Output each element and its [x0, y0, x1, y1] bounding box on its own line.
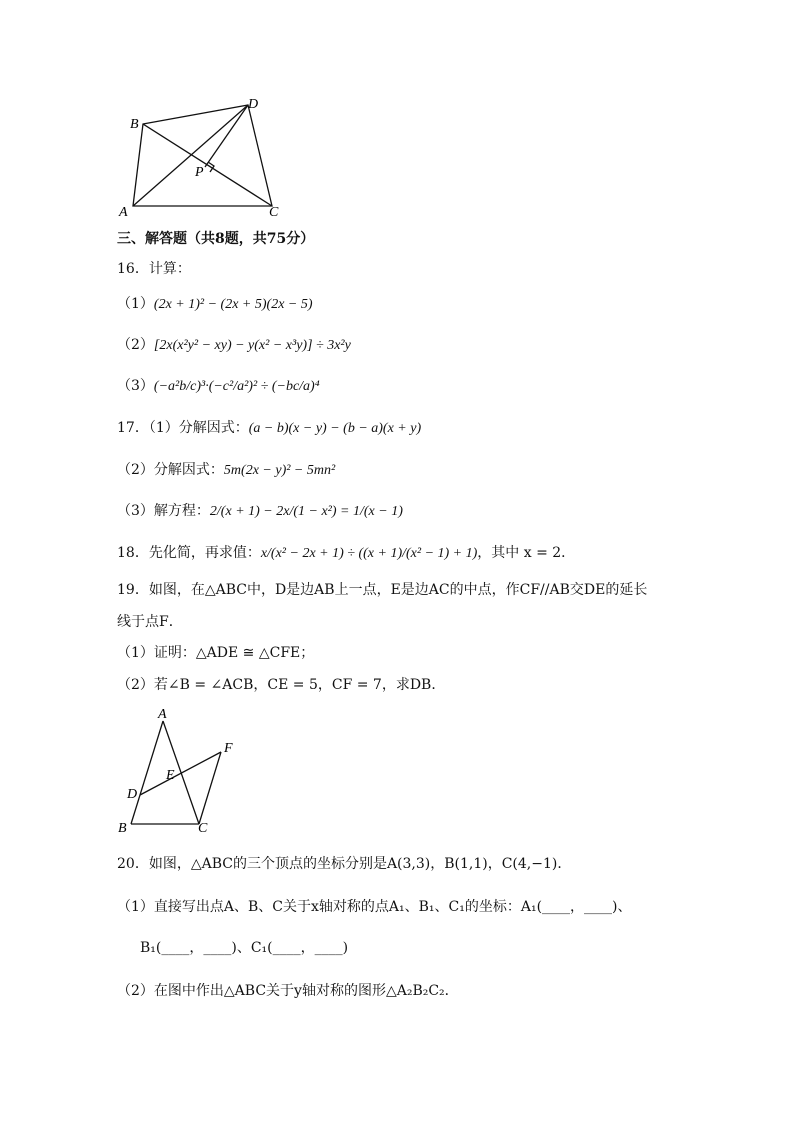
- label-D: D: [248, 97, 259, 112]
- q20-part2: （2）在图中作出△ABC关于y轴对称的图形△A₂B₂C₂．: [117, 983, 459, 999]
- label-B2: B: [118, 821, 127, 836]
- q18: 18．先化简，再求值：x/(x² − 2x + 1) ÷ ((x + 1)/(x² − 1) + 1)，其中 x = 2．: [117, 545, 576, 561]
- q20-part1b: B₁(____，____)、C₁(____，____): [140, 940, 349, 956]
- q16-part2: （2）[2x(x²y² − xy) − y(x² − x³y)] ÷ 3x²y: [117, 337, 351, 353]
- figure-triangle: [112, 704, 252, 836]
- q20-part1: （1）直接写出点A、B、C关于x轴对称的点A₁、B₁、C₁的坐标：A₁(____，____)、: [117, 899, 632, 915]
- label-B: B: [130, 117, 139, 132]
- q20-line1: 20．如图，△ABC的三个顶点的坐标分别是A(3,3)，B(1,1)，C(4,−1)．: [117, 856, 572, 872]
- label-C: C: [269, 205, 279, 220]
- label-E: E: [166, 768, 175, 783]
- q19-line1: 19．如图，在△ABC中，D是边AB上一点，E是边AC的中点，作CF//AB交DE的延长: [117, 582, 648, 598]
- label-A2: A: [158, 707, 167, 722]
- q19-part1: （1）证明：△ADE ≅ △CFE；: [117, 645, 315, 661]
- section-title: 三、解答题（共8题，共75分）: [117, 231, 315, 247]
- label-A: A: [119, 205, 128, 220]
- q17-part1: 17．（1）分解因式：(a − b)(x − y) − (b − a)(x + y): [117, 420, 422, 436]
- q16-part3: （3）(−a²b/c)³·(−c²/a²)² ÷ (−bc/a)⁴: [117, 378, 320, 394]
- label-P: P: [195, 165, 204, 180]
- q17-part3: （3）解方程：2/(x + 1) − 2x/(1 − x²) = 1/(x − 1): [117, 503, 403, 519]
- label-F: F: [224, 741, 233, 756]
- q16-part1: （1）(2x + 1)² − (2x + 5)(2x − 5): [117, 296, 313, 312]
- label-C2: C: [198, 821, 208, 836]
- q19-line2: 线于点F．: [117, 614, 183, 630]
- q17-part2: （2）分解因式：5m(2x − y)² − 5mn²: [117, 462, 336, 478]
- q19-part2: （2）若∠B = ∠ACB，CE = 5，CF = 7，求DB．: [117, 677, 446, 693]
- q16-title: 16．计算：: [117, 261, 191, 277]
- figure-quadrilateral: [110, 92, 300, 222]
- label-D2: D: [127, 787, 138, 802]
